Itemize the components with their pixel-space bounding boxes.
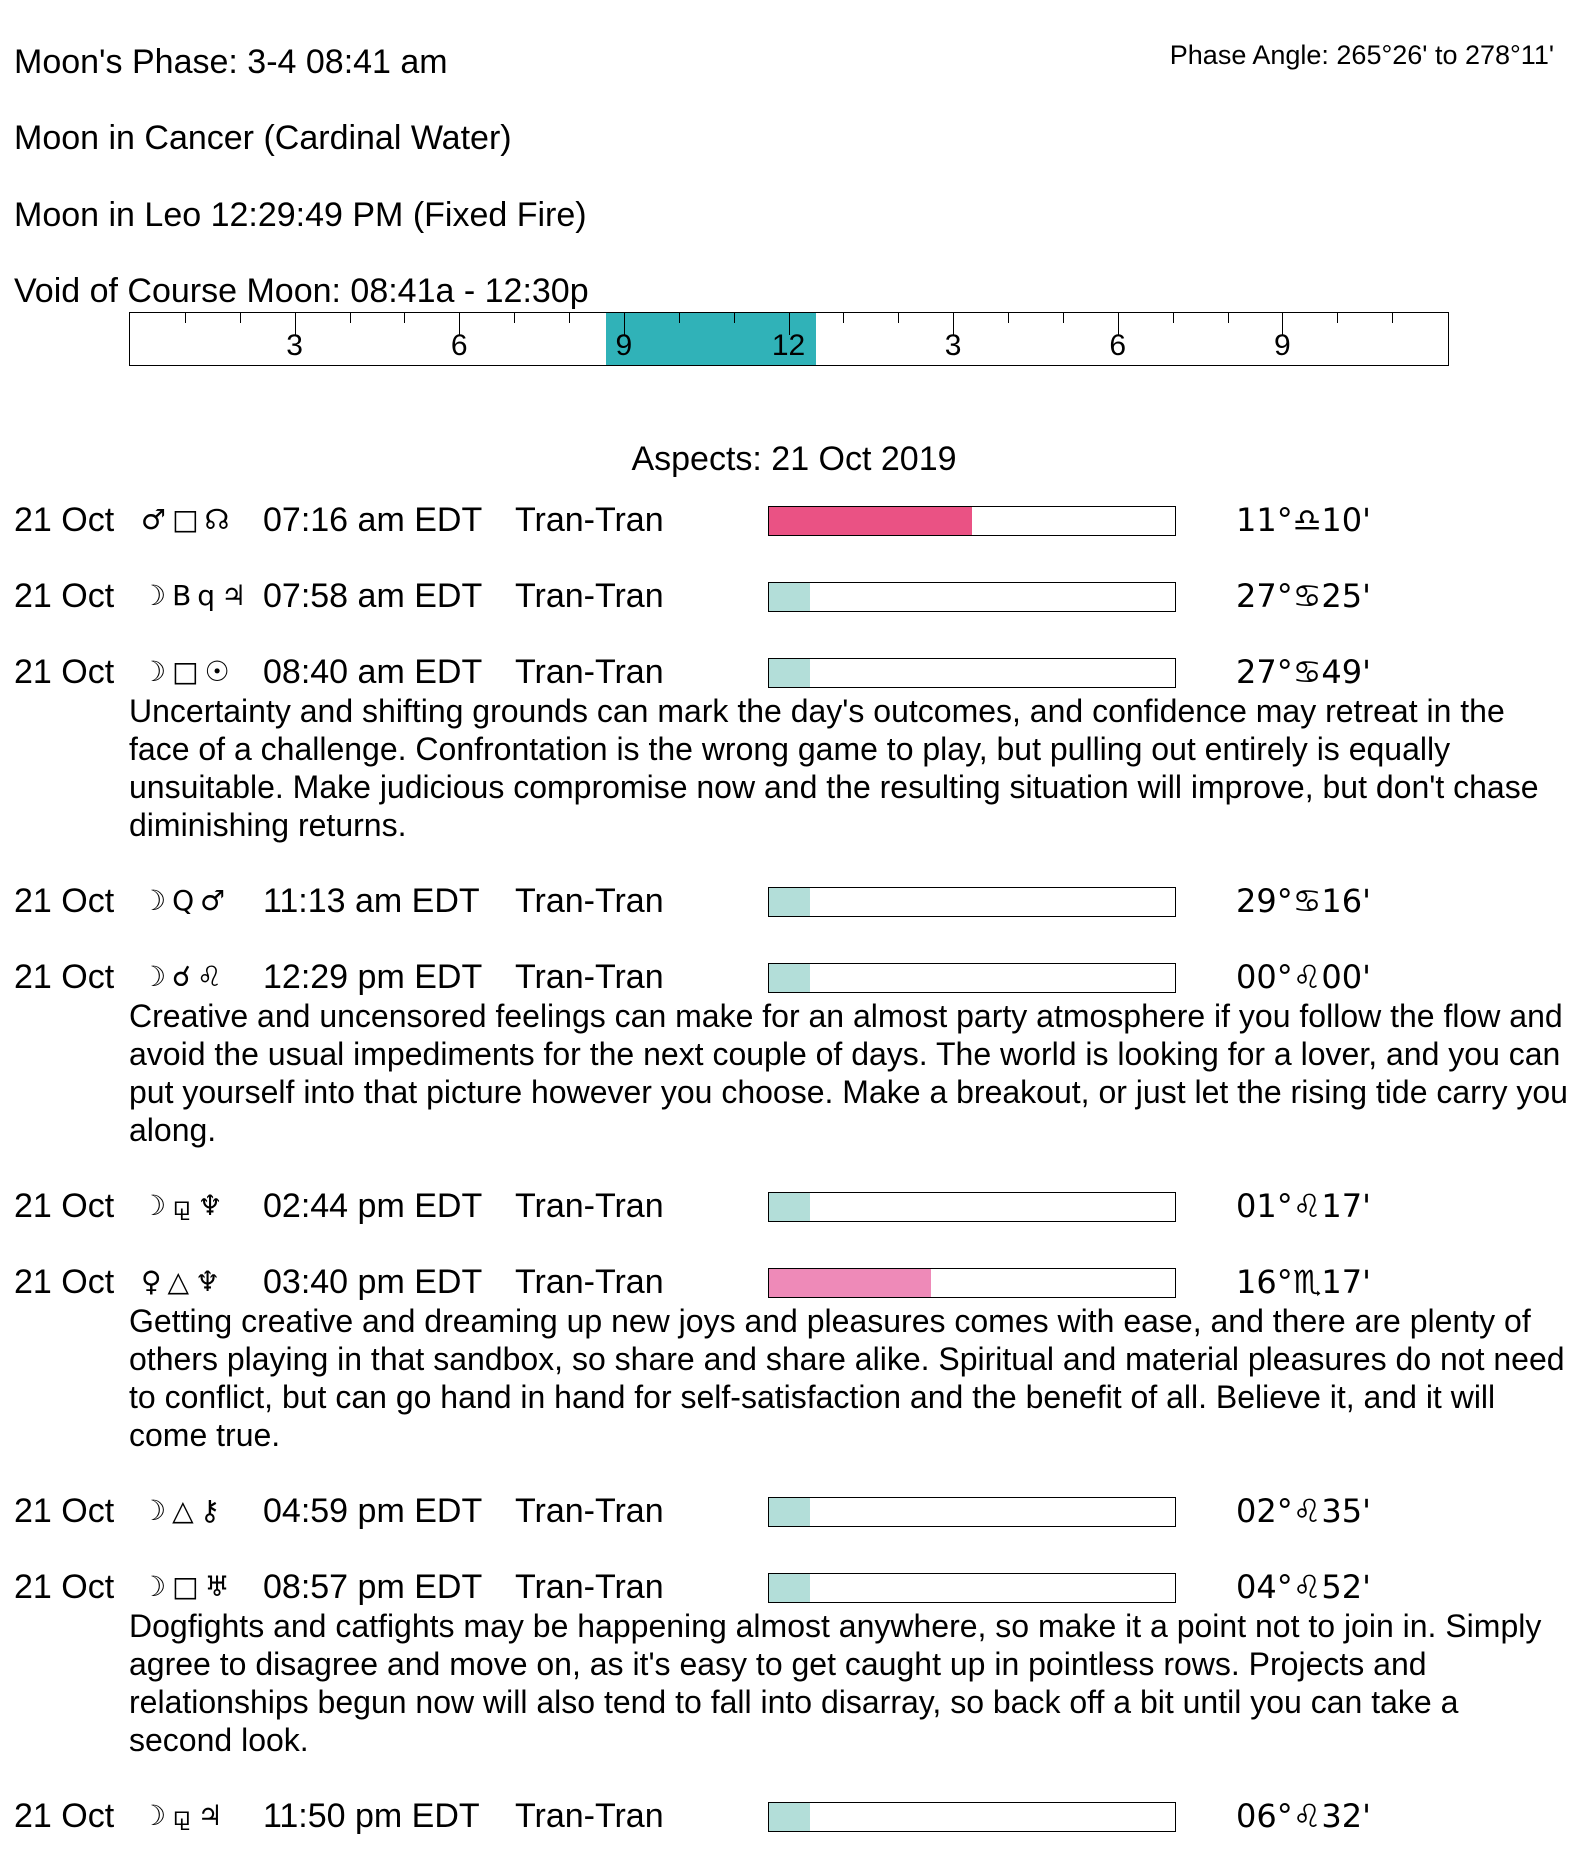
timeline-tick (898, 313, 899, 323)
aspect-date: 21 Oct (14, 653, 115, 691)
aspect-strength-bar (768, 1573, 1176, 1603)
aspect-strength-fill (769, 507, 972, 535)
aspect-row (14, 576, 1574, 616)
aspect-date: 21 Oct (14, 1263, 115, 1301)
aspect-time: 11:13 am EDT (263, 882, 480, 920)
aspect-glyphs-icon: ☽△⚷ (141, 1494, 227, 1527)
aspect-glyphs-icon: ☽Bq♃ (141, 579, 253, 612)
aspect-strength-fill (769, 659, 810, 687)
aspect-description: Getting creative and dreaming up new joys and pleasures comes with ease, and there are plenty of others playing in that sandbox, so share and share alike. Spiritual and material pleasures do not need to conflict, but can go hand in hand for self-satisfaction and the benefit of all. Believe it, and it will come true. (129, 1303, 1565, 1453)
timeline-tick (1228, 313, 1229, 323)
aspect-kind: Tran-Tran (515, 577, 664, 615)
aspect-position: 04°♌52' (1236, 1568, 1371, 1606)
aspect-glyphs-icon: ☽Q♂ (141, 884, 232, 917)
aspect-glyphs-icon: ☽⚼♃ (141, 1799, 229, 1832)
aspect-date: 21 Oct (14, 958, 115, 996)
timeline-tick (350, 313, 351, 323)
timeline-tick (185, 313, 186, 323)
timeline-hour-label: 6 (1109, 329, 1127, 362)
timeline-hour-label: 9 (615, 329, 633, 362)
aspect-strength-bar (768, 582, 1176, 612)
aspect-strength-fill (769, 583, 810, 611)
aspect-description: Dogfights and catfights may be happening almost anywhere, so make it a point not to join in. Simply agree to disagree and move on, as it's easy to get caught up in pointless rows. Projects and relationships begun now will also tend to fall into disarray, so back off a bit until you can take a second look. (129, 1608, 1542, 1758)
moon-sign-leo: Moon in Leo 12:29:49 PM (Fixed Fire) (14, 196, 587, 234)
aspect-time: 12:29 pm EDT (263, 958, 483, 996)
aspect-kind: Tran-Tran (515, 501, 664, 539)
moon-sign-cancer: Moon in Cancer (Cardinal Water) (14, 119, 512, 157)
aspect-strength-bar (768, 887, 1176, 917)
aspect-description: Uncertainty and shifting grounds can mark the day's outcomes, and confidence may retreat in the face of a challenge. Confrontation is the wrong game to play, but pulling out entirely is equally unsuitable. Make judicious compromise now and the resulting situation will improve, but don't chase diminishing returns. (129, 693, 1539, 843)
aspect-kind: Tran-Tran (515, 958, 664, 996)
aspect-position: 27°♋25' (1236, 577, 1371, 615)
aspect-strength-fill (769, 1193, 810, 1221)
aspect-time: 08:57 pm EDT (263, 1568, 483, 1606)
aspect-time: 02:44 pm EDT (263, 1187, 483, 1225)
timeline-hour-label: 6 (450, 329, 468, 362)
aspect-row (14, 500, 1574, 540)
void-of-course: Void of Course Moon: 08:41a - 12:30p (14, 272, 589, 310)
aspect-strength-bar (768, 1497, 1176, 1527)
aspect-kind: Tran-Tran (515, 882, 664, 920)
aspect-kind: Tran-Tran (515, 1797, 664, 1835)
timeline-hour-label: 3 (286, 329, 303, 362)
aspects-title: Aspects: 21 Oct 2019 (631, 440, 957, 478)
aspect-strength-bar (768, 506, 1176, 536)
timeline-tick (843, 313, 844, 323)
aspect-strength-fill (769, 888, 810, 916)
aspect-strength-bar (768, 658, 1176, 688)
aspect-time: 07:16 am EDT (263, 501, 483, 539)
timeline-tick (734, 313, 735, 323)
aspect-row (14, 1186, 1574, 1226)
aspect-strength-bar (768, 1802, 1176, 1832)
timeline-tick (1173, 313, 1174, 323)
aspect-date: 21 Oct (14, 1797, 115, 1835)
timeline-tick (404, 313, 405, 323)
aspect-kind: Tran-Tran (515, 1187, 664, 1225)
aspect-glyphs-icon: ☽□♅ (141, 1570, 236, 1603)
aspect-kind: Tran-Tran (515, 1492, 664, 1530)
aspect-position: 06°♌32' (1236, 1797, 1371, 1835)
aspect-strength-fill (769, 1269, 931, 1297)
timeline-hour-label: 3 (944, 329, 962, 362)
aspect-time: 04:59 pm EDT (263, 1492, 483, 1530)
aspect-position: 02°♌35' (1236, 1492, 1371, 1530)
aspect-time: 03:40 pm EDT (263, 1263, 483, 1301)
aspect-row (14, 1491, 1574, 1531)
timeline-hour-label: 9 (1274, 329, 1291, 362)
aspect-date: 21 Oct (14, 1187, 115, 1225)
moon-phase: Moon's Phase: 3-4 08:41 am (14, 43, 448, 81)
aspect-strength-bar (768, 1192, 1176, 1222)
aspect-strength-fill (769, 964, 810, 992)
aspect-position: 16°♏17' (1236, 1263, 1371, 1301)
aspect-time: 11:50 pm EDT (263, 1797, 480, 1835)
timeline-hour-label: 12 (771, 329, 806, 362)
aspect-row (14, 652, 1574, 692)
aspect-kind: Tran-Tran (515, 653, 664, 691)
aspect-position: 29°♋16' (1236, 882, 1371, 920)
aspect-position: 27°♋49' (1236, 653, 1371, 691)
aspect-strength-fill (769, 1803, 810, 1831)
void-of-course-timeline (129, 312, 1449, 366)
aspect-row (14, 957, 1574, 997)
timeline-tick (1392, 313, 1393, 323)
aspect-date: 21 Oct (14, 577, 115, 615)
aspect-strength-fill (769, 1498, 810, 1526)
aspect-description: Creative and uncensored feelings can make for an almost party atmosphere if you follow the flow and avoid the usual impediments for the next couple of days. The world is looking for a lover, and you can put yourself into that picture however you choose. Make a breakout, or just let the rising tide carry you along. (129, 998, 1568, 1148)
aspect-strength-bar (768, 963, 1176, 993)
aspect-glyphs-icon: ♂□☊ (141, 503, 236, 536)
aspect-row (14, 1567, 1574, 1607)
aspect-position: 00°♌00' (1236, 958, 1371, 996)
aspect-time: 08:40 am EDT (263, 653, 483, 691)
aspect-time: 07:58 am EDT (263, 577, 483, 615)
aspect-date: 21 Oct (14, 501, 115, 539)
phase-angle: Phase Angle: 265°26' to 278°11' (1169, 40, 1554, 70)
timeline-tick (1008, 313, 1009, 323)
aspect-row (14, 1796, 1574, 1836)
aspect-glyphs-icon: ☽□☉ (141, 655, 236, 688)
aspect-date: 21 Oct (14, 882, 115, 920)
aspect-date: 21 Oct (14, 1492, 115, 1530)
aspect-kind: Tran-Tran (515, 1263, 664, 1301)
timeline-tick (1063, 313, 1064, 323)
aspect-row (14, 1262, 1574, 1302)
aspect-position: 11°♎10' (1236, 501, 1371, 539)
aspect-row (14, 881, 1574, 921)
aspect-glyphs-icon: ☽⚼♆ (141, 1189, 229, 1222)
timeline-tick (514, 313, 515, 323)
aspect-strength-bar (768, 1268, 1176, 1298)
aspect-glyphs-icon: ♀△♆ (141, 1265, 227, 1298)
timeline-tick (240, 313, 241, 323)
aspect-kind: Tran-Tran (515, 1568, 664, 1606)
aspect-position: 01°♌17' (1236, 1187, 1371, 1225)
timeline-tick (1337, 313, 1338, 323)
aspect-glyphs-icon: ☽☌♌ (141, 960, 229, 993)
aspect-strength-fill (769, 1574, 810, 1602)
timeline-tick (679, 313, 680, 323)
timeline-tick (569, 313, 570, 323)
aspect-date: 21 Oct (14, 1568, 115, 1606)
